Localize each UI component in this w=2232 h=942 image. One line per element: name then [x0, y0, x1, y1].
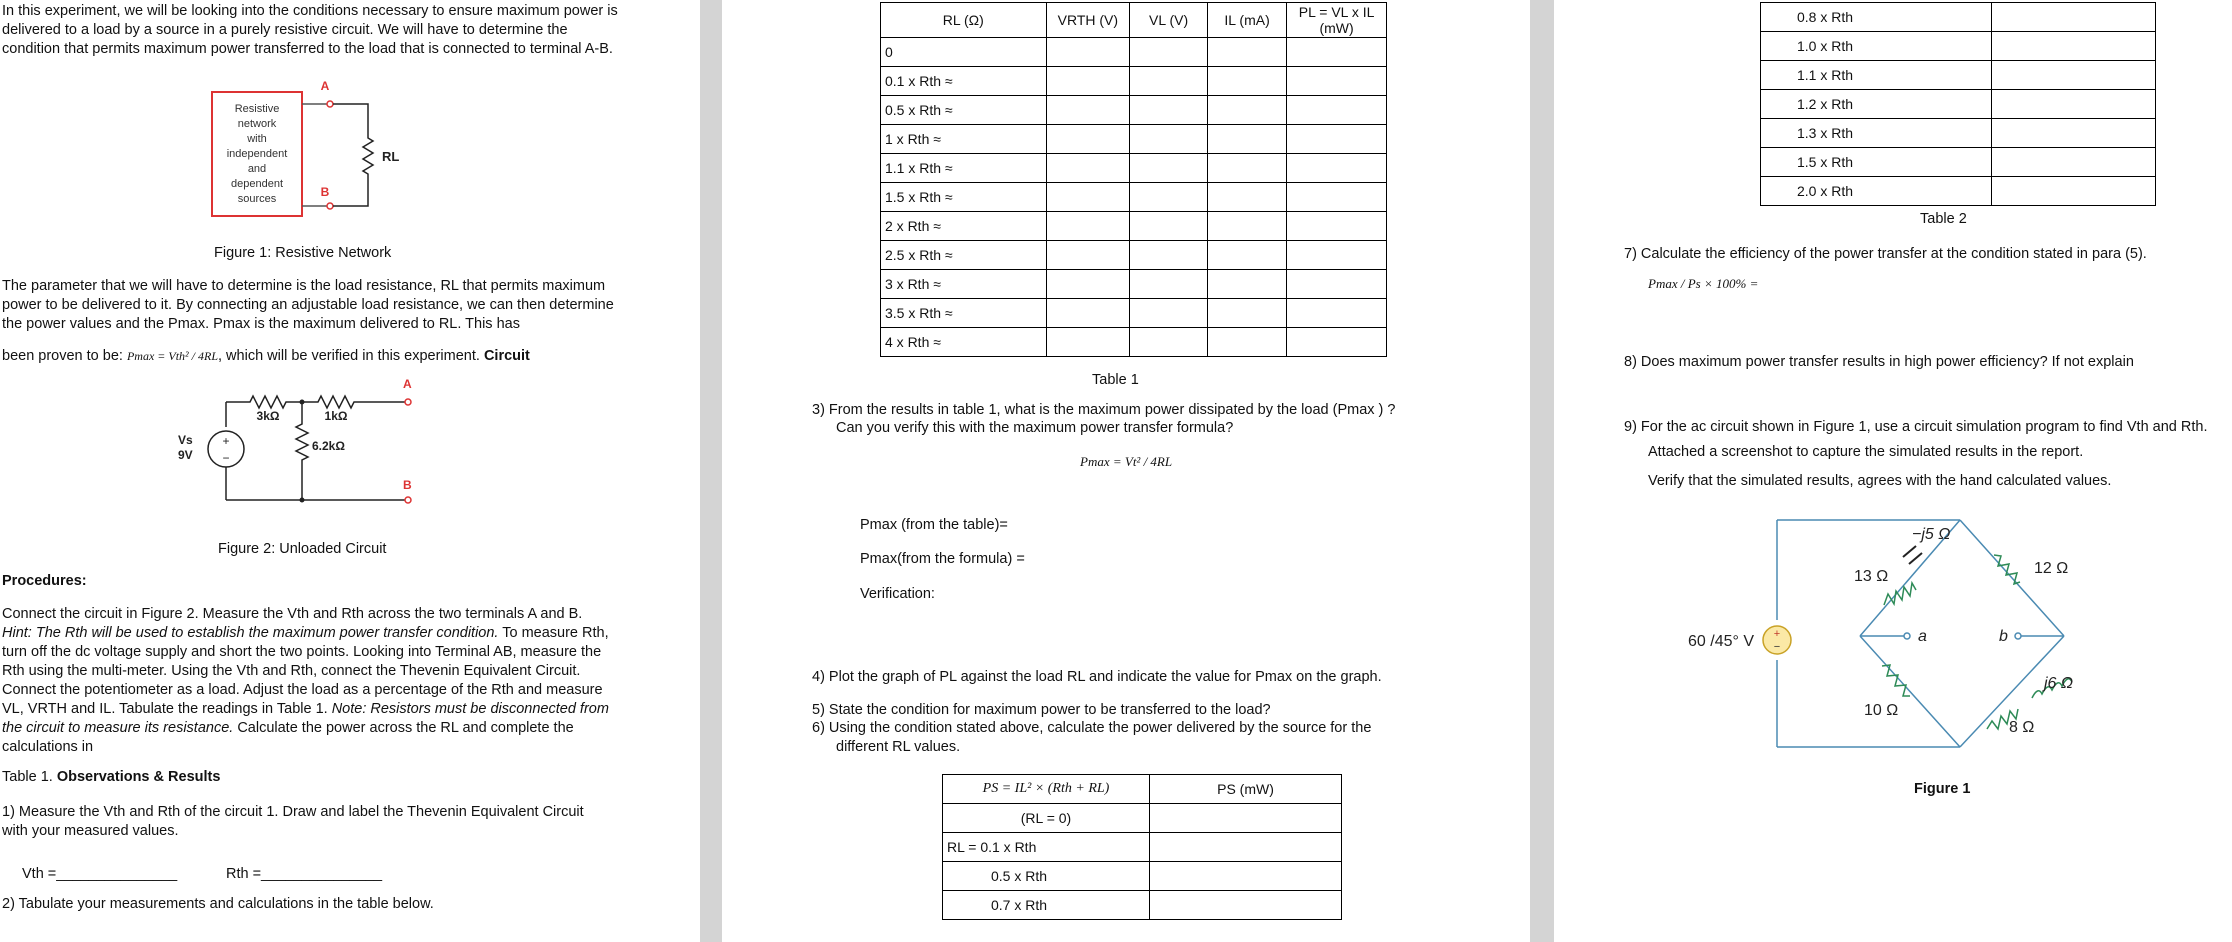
input-cell[interactable] [1150, 833, 1342, 862]
input-cell[interactable] [1287, 154, 1387, 183]
question-3-line2: Can you verify this with the maximum power transfer formula? [836, 420, 1234, 436]
rl-cell: 1.5 x Rth ≈ [881, 183, 1047, 212]
resistor-10 [1882, 665, 1910, 696]
table2-caption: Table 2 [1920, 211, 1967, 227]
table-row [1761, 177, 2156, 206]
network-box-line: with [247, 133, 267, 145]
input-cell[interactable] [1130, 241, 1208, 270]
table-row [881, 154, 1387, 183]
table1-header-cell: VRTH (V) [1046, 3, 1130, 38]
cap-label: −j5 Ω [1912, 526, 1951, 543]
input-cell[interactable] [1130, 299, 1208, 328]
table-row [881, 67, 1387, 96]
table1-header-cell: IL (mA) [1207, 3, 1286, 38]
table-label-bold: Observations & Results [56, 769, 221, 785]
input-cell[interactable] [1150, 862, 1342, 891]
fig1-label-a: A [320, 79, 330, 93]
table-row [1761, 119, 2156, 148]
table-row [943, 833, 1342, 862]
note-rest: Calculate the power across the RL and complete the calculations in [2, 720, 574, 755]
pmax-from-table: Pmax (from the table)= [860, 517, 1008, 533]
rl-cell: 2.0 x Rth [1761, 177, 1992, 206]
ps-formula-header: PS = IL² × (Rth + RL) [943, 775, 1150, 804]
table-row [1761, 32, 2156, 61]
wire-top [226, 396, 405, 408]
rl-cell: 3 x Rth ≈ [881, 270, 1047, 299]
ps-header: PS (mW) [1150, 775, 1342, 804]
table-1 [880, 2, 1387, 357]
input-cell[interactable] [1207, 270, 1286, 299]
table-label-line [2, 768, 220, 787]
r10-label: 10 Ω [1864, 702, 1899, 719]
input-cell[interactable] [1046, 299, 1130, 328]
rl-cell: 0 [881, 38, 1047, 67]
procedures-paragraph [2, 605, 614, 757]
label-3k: 3kΩ [256, 409, 280, 423]
rl-cell: 2 x Rth ≈ [881, 212, 1047, 241]
figure1-resistive-network [200, 76, 440, 226]
source-minus: − [222, 451, 230, 465]
table-row [881, 183, 1387, 212]
rl-cell: 1.1 x Rth [1761, 61, 1992, 90]
input-cell[interactable] [1130, 96, 1208, 125]
input-cell[interactable] [1207, 96, 1286, 125]
input-cell[interactable] [1207, 241, 1286, 270]
tps-header-row [943, 775, 1342, 804]
input-cell[interactable] [1046, 183, 1130, 212]
input-cell[interactable] [1287, 270, 1387, 299]
input-cell[interactable] [1130, 270, 1208, 299]
source-plus: + [222, 434, 230, 448]
rl-cell: 0.5 x Rth ≈ [881, 96, 1047, 125]
proven-prefix: been proven to be: [2, 348, 123, 364]
terminal-a [327, 101, 333, 107]
fig2-terminal-a [405, 399, 411, 405]
input-cell[interactable] [1150, 891, 1342, 920]
input-cell[interactable] [1207, 154, 1286, 183]
table-row [1761, 148, 2156, 177]
input-cell[interactable] [1287, 125, 1387, 154]
efficiency-formula: Pmax / Ps × 100% = [1648, 276, 1759, 291]
input-cell[interactable] [1046, 38, 1130, 67]
input-cell[interactable] [1046, 154, 1130, 183]
load-resistor [333, 104, 373, 206]
table1-header-cell: PL = VL x IL (mW) [1287, 3, 1387, 38]
pmax-formula-2: Pmax = Vt² / 4RL [1080, 454, 1173, 469]
input-cell[interactable] [1992, 3, 2156, 32]
input-cell[interactable] [1207, 183, 1286, 212]
label-9v: 9V [178, 448, 193, 462]
terminal-b [327, 203, 333, 209]
table-label: Table 1. [2, 769, 53, 785]
rl-cell: 0.8 x Rth [1761, 3, 1992, 32]
procedures-text: Connect the circuit in Figure 2. Measure the Vth and Rth across the two terminals A and B. [2, 606, 583, 622]
input-cell[interactable] [1130, 328, 1208, 357]
input-cell[interactable] [1992, 148, 2156, 177]
rl-cell: 1.5 x Rth [1761, 148, 1992, 177]
network-box-line: sources [237, 193, 277, 205]
input-cell[interactable] [1046, 241, 1130, 270]
label-vs: Vs [178, 433, 193, 447]
question-3-line1: 3) From the results in table 1, what is the maximum power dissipated by the load (Pmax ) ? [812, 402, 1396, 418]
table-row [881, 212, 1387, 241]
question-6-line2: different RL values. [836, 739, 961, 755]
vth-field[interactable]: Vth =_______________ [22, 866, 178, 882]
input-cell[interactable] [1130, 154, 1208, 183]
input-cell[interactable] [1130, 67, 1208, 96]
input-cell[interactable] [1046, 212, 1130, 241]
input-cell[interactable] [1046, 270, 1130, 299]
figure2-caption: Figure 2: Unloaded Circuit [218, 541, 387, 557]
input-cell[interactable] [1207, 328, 1286, 357]
table-row [1761, 90, 2156, 119]
table-row [943, 862, 1342, 891]
network-box-line: Resistive [234, 103, 280, 115]
rl-cell: 1.2 x Rth [1761, 90, 1992, 119]
input-cell[interactable] [1207, 67, 1286, 96]
input-cell[interactable] [1130, 183, 1208, 212]
node-a [1904, 633, 1910, 639]
rl-cell: 1 x Rth ≈ [881, 125, 1047, 154]
input-cell[interactable] [1287, 212, 1387, 241]
question-1: 1) Measure the Vth and Rth of the circuit 1. Draw and label the Thevenin Equivalent Circuit with your measured values. [2, 804, 584, 839]
resistor-12 [1994, 555, 2020, 584]
proven-line [2, 347, 530, 366]
table-row [943, 891, 1342, 920]
input-cell[interactable] [1130, 212, 1208, 241]
rl-cell: (RL = 0) [943, 804, 1150, 833]
input-cell[interactable] [1207, 212, 1286, 241]
input-cell[interactable] [1992, 90, 2156, 119]
input-cell[interactable] [1046, 96, 1130, 125]
table-2 [1760, 2, 2156, 206]
question-4: 4) Plot the graph of PL against the load RL and indicate the value for Pmax on the graph. [812, 669, 1382, 685]
fig2-terminal-b [405, 497, 411, 503]
input-cell[interactable] [1046, 125, 1130, 154]
source-label: 60 /45° V [1688, 633, 1754, 650]
parameter-paragraph: The parameter that we will have to determine is the load resistance, RL that permits maximum power to be delivered to it. By connecting an adjustable load resistance, we can then determine the power values and the Pmax. Pmax is the maximum delivered to RL. This has [2, 278, 614, 332]
r12-label: 12 Ω [2034, 560, 2069, 577]
table1-header-cell: VL (V) [1130, 3, 1208, 38]
input-cell[interactable] [1992, 61, 2156, 90]
fig2-label-a: A [403, 377, 412, 391]
table-ps [942, 774, 1342, 920]
table-row [881, 241, 1387, 270]
ind-label: j6 Ω [2044, 675, 2074, 692]
fig2-label-b: B [403, 478, 412, 492]
note-italic: Note: Resistors must be disconnected from the circuit to measure its resistance. [2, 701, 609, 736]
rl-cell: 1.0 x Rth [1761, 32, 1992, 61]
label-6k2: 6.2kΩ [312, 439, 345, 453]
document-page-2 [722, 0, 1530, 942]
rl-cell: 2.5 x Rth ≈ [881, 241, 1047, 270]
table-row [881, 299, 1387, 328]
table-row [1761, 61, 2156, 90]
question-8: 8) Does maximum power transfer results in high power efficiency? If not explain [1624, 354, 2134, 370]
input-cell[interactable] [1287, 183, 1387, 212]
node-b [2015, 633, 2021, 639]
r8-label: 8 Ω [2009, 719, 2035, 736]
hint-italic: Hint: The Rth will be used to establish the maximum power transfer condition. [2, 625, 499, 641]
rl-cell: 3.5 x Rth ≈ [881, 299, 1047, 328]
input-cell[interactable] [1207, 299, 1286, 328]
figure1-caption-p3: Figure 1 [1914, 781, 1971, 797]
figure2-unloaded-circuit [160, 372, 440, 512]
network-box-line: dependent [231, 178, 283, 190]
input-cell[interactable] [1287, 241, 1387, 270]
fig1-label-rl: RL [382, 149, 400, 164]
input-cell[interactable] [1992, 119, 2156, 148]
table-row [1761, 3, 2156, 32]
procedures-heading: Procedures: [2, 573, 87, 589]
svg-text:+: + [1773, 628, 1781, 640]
label-a: a [1918, 628, 1927, 645]
table1-header-cell: RL (Ω) [881, 3, 1047, 38]
input-cell[interactable] [1207, 38, 1286, 67]
rl-cell: RL = 0.1 x Rth [943, 833, 1150, 862]
table-row [881, 328, 1387, 357]
network-box-line: independent [226, 148, 288, 160]
r13-label: 13 Ω [1854, 568, 1889, 585]
table-row [881, 270, 1387, 299]
proven-suffix: , which will be verified in this experiment. [218, 348, 480, 364]
table-row [881, 96, 1387, 125]
input-cell[interactable] [1287, 67, 1387, 96]
question-6-line1: 6) Using the condition stated above, calculate the power delivered by the source for the [812, 720, 1372, 736]
input-cell[interactable] [1992, 177, 2156, 206]
pmax-from-formula: Pmax(from the formula) = [860, 551, 1025, 567]
table-row [943, 804, 1342, 833]
verification-label: Verification: [860, 586, 935, 602]
input-cell[interactable] [1287, 96, 1387, 125]
network-box-line: and [247, 163, 267, 175]
input-cell[interactable] [1287, 38, 1387, 67]
table1-header-row [881, 3, 1387, 38]
question-7: 7) Calculate the efficiency of the power transfer at the condition stated in para (5). [1624, 246, 2147, 262]
question-9-line1: 9) For the ac circuit shown in Figure 1, use a circuit simulation program to find Vth and Rth. [1624, 419, 2208, 435]
input-cell[interactable] [1992, 32, 2156, 61]
input-cell[interactable] [1287, 328, 1387, 357]
rl-cell: 1.1 x Rth ≈ [881, 154, 1047, 183]
hint-rest: To measure Rth, turn off the dc voltage supply and short the two points. Looking into Terminal AB, measure the Rth using the multi-meter. Using the Vth and Rth, connect the Thevenin Equivalent Circuit. Connect the potentiometer as a load. Adjust the load as a percentage of the Rth and measure VL, VRTH and IL. Tabulate the readings in Table 1. [2, 625, 609, 717]
pmax-formula: Pmax = Vth² / 4RL [126, 349, 218, 363]
fig1-label-b: B [320, 185, 330, 199]
proven-bold: Circuit [483, 348, 530, 364]
figure1-caption: Figure 1: Resistive Network [214, 245, 392, 261]
input-cell[interactable] [1287, 299, 1387, 328]
rl-cell: 4 x Rth ≈ [881, 328, 1047, 357]
input-cell[interactable] [1130, 38, 1208, 67]
label-1k: 1kΩ [324, 409, 348, 423]
question-2: 2) Tabulate your measurements and calculations in the table below. [2, 896, 434, 912]
question-9-line2: Attached a screenshot to capture the simulated results in the report. [1648, 444, 2084, 460]
document-page-3 [1554, 0, 2232, 942]
rth-field[interactable]: Rth =_______________ [226, 866, 383, 882]
rl-cell: 1.3 x Rth [1761, 119, 1992, 148]
rl-cell: 0.5 x Rth [943, 862, 1150, 891]
input-cell[interactable] [1046, 328, 1130, 357]
resistor-6k2 [296, 402, 308, 500]
rl-cell: 0.7 x Rth [943, 891, 1150, 920]
input-cell[interactable] [1046, 67, 1130, 96]
ac-bridge-circuit [1654, 510, 2084, 770]
input-cell[interactable] [1207, 125, 1286, 154]
rl-cell: 0.1 x Rth ≈ [881, 67, 1047, 96]
table-row [881, 38, 1387, 67]
document-page-1 [0, 0, 700, 942]
input-cell[interactable] [1130, 125, 1208, 154]
table-row [881, 125, 1387, 154]
network-box-line: network [237, 118, 277, 130]
intro-paragraph: In this experiment, we will be looking into the conditions necessary to ensure maximum power is delivered to a load by a source in a purely resistive circuit. We will have to determine the condition that permits maximum power transferred to the load that is connected to terminal A-B. [2, 3, 618, 57]
table1-caption: Table 1 [1092, 372, 1139, 388]
question-9-line3: Verify that the simulated results, agrees with the hand calculated values. [1648, 473, 2112, 489]
question-5: 5) State the condition for maximum power to be transferred to the load? [812, 702, 1271, 718]
label-b: b [1999, 628, 2008, 645]
svg-text:−: − [1773, 641, 1781, 653]
input-cell[interactable] [1150, 804, 1342, 833]
